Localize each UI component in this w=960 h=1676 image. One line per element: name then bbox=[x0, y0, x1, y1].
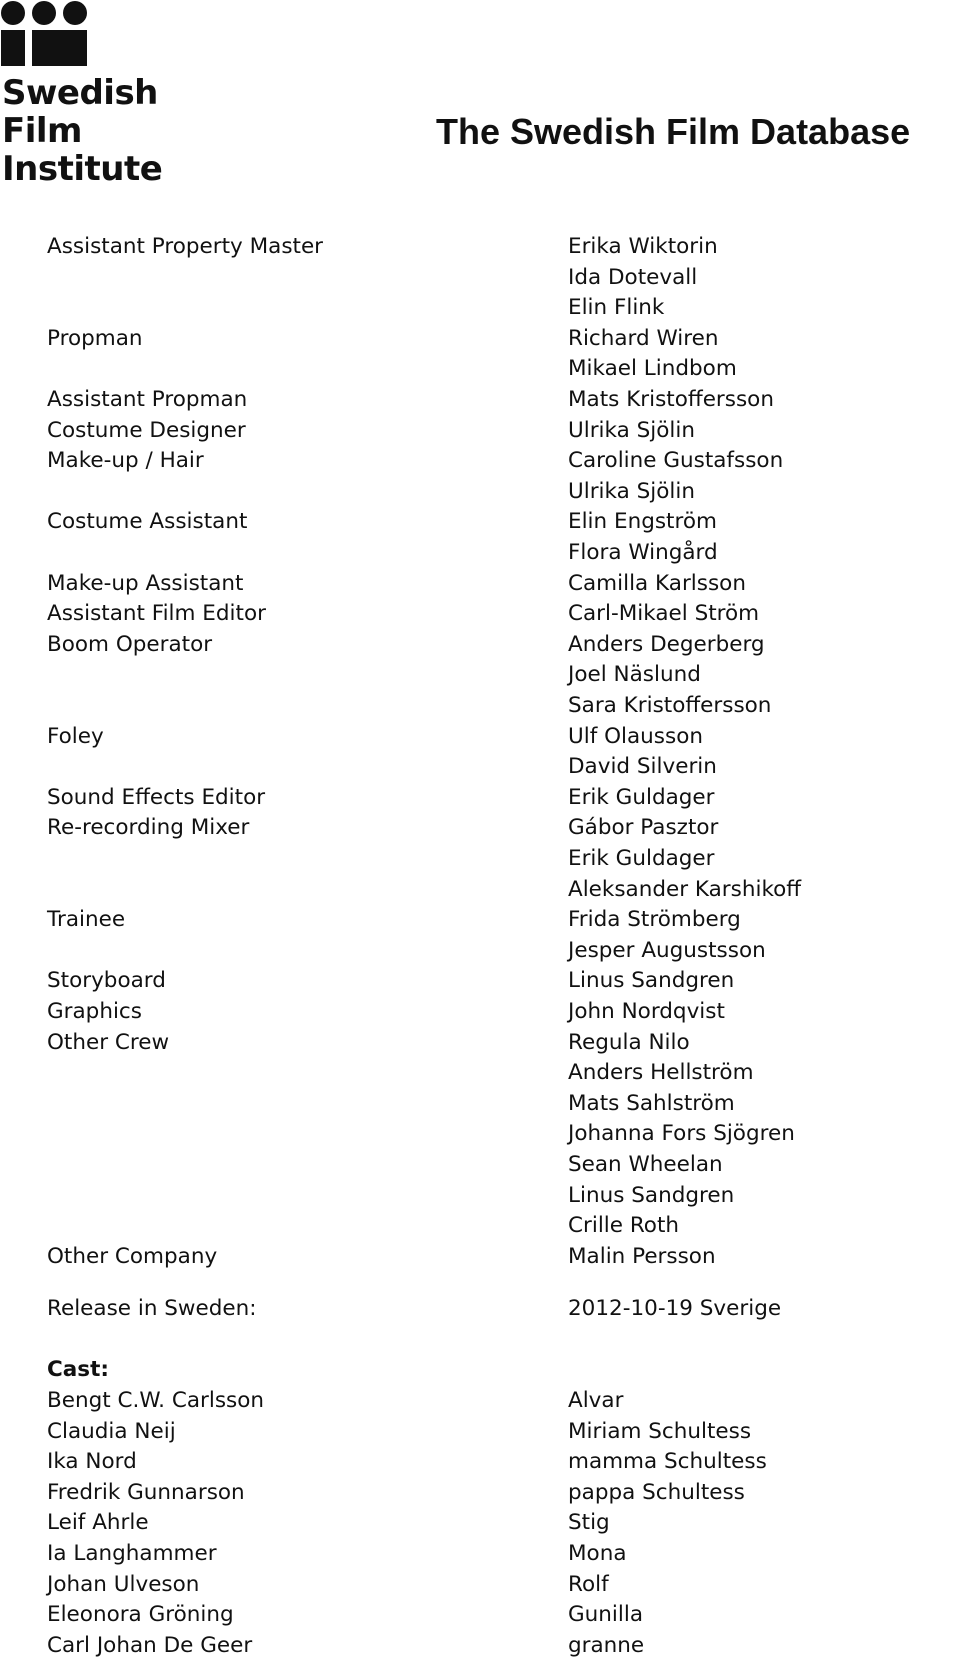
crew-member-name: Anders Hellström bbox=[568, 1060, 754, 1086]
cast-role-name: Stig bbox=[568, 1510, 610, 1536]
cast-role-name: Mona bbox=[568, 1541, 627, 1566]
crew-member-name: Sara Kristoffersson bbox=[568, 693, 772, 718]
crew-member-name: Erika Wiktorin bbox=[568, 234, 718, 259]
cast-role-name: Rolf bbox=[568, 1571, 609, 1597]
crew-member-name: Jesper Augustsson bbox=[568, 937, 766, 963]
crew-member-name: Linus Sandgren bbox=[568, 1182, 735, 1208]
cast-role-name: pappa Schultess bbox=[568, 1479, 745, 1505]
crew-member-name: John Nordqvist bbox=[568, 999, 725, 1024]
cast-actor-name: Claudia Neij bbox=[47, 1418, 176, 1444]
crew-member-name: Linus Sandgren bbox=[568, 968, 735, 994]
cast-heading: Cast: bbox=[47, 1357, 109, 1382]
crew-member-name: Crille Roth bbox=[568, 1213, 680, 1239]
crew-member-name: Mats Sahlström bbox=[568, 1090, 735, 1116]
logo-mark-icon bbox=[0, 0, 100, 75]
crew-member-name: Johanna Fors Sjögren bbox=[568, 1121, 795, 1147]
crew-member-name: Sean Wheelan bbox=[568, 1152, 723, 1177]
crew-member-name: Erik Guldager bbox=[568, 784, 715, 810]
swedish-film-institute-logo bbox=[0, 0, 240, 189]
page-title: The Swedish Film Database bbox=[436, 111, 911, 152]
cast-role-name: Gunilla bbox=[568, 1602, 644, 1628]
crew-member-name: Ulf Olausson bbox=[568, 723, 703, 749]
crew-role-label: Propman bbox=[47, 325, 143, 351]
crew-member-name: Ulrika Sjölin bbox=[568, 417, 695, 443]
cast-actor-name: Ika Nord bbox=[47, 1449, 137, 1475]
crew-member-name: Erik Guldager bbox=[568, 846, 715, 871]
crew-role-label: Foley bbox=[47, 723, 104, 749]
crew-role-label: Assistant Propman bbox=[47, 387, 248, 412]
crew-member-name: Ulrika Sjölin bbox=[568, 478, 695, 504]
cast-actor-name: Carl Johan De Geer bbox=[47, 1632, 253, 1658]
crew-member-name: Flora Wingård bbox=[568, 540, 718, 565]
crew-role-label: Trainee bbox=[47, 907, 126, 933]
crew-role-label: Boom Operator bbox=[47, 631, 213, 657]
release-value: 2012-10-19 Sverige bbox=[568, 1296, 782, 1321]
crew-role-label: Graphics bbox=[47, 999, 142, 1024]
cast-actor-name: Bengt C.W. Carlsson bbox=[47, 1388, 265, 1413]
crew-role-label: Other Crew bbox=[47, 1029, 170, 1055]
cast-role-name: granne bbox=[568, 1632, 645, 1658]
release-label: Release in Sweden: bbox=[47, 1296, 257, 1321]
crew-member-name: Mikael Lindbom bbox=[568, 356, 737, 382]
crew-role-label: Costume Assistant bbox=[47, 509, 248, 535]
crew-member-name: Camilla Karlsson bbox=[568, 570, 746, 596]
crew-member-name: David Silverin bbox=[568, 754, 717, 780]
crew-member-name: Frida Strömberg bbox=[568, 907, 741, 933]
crew-member-name: Elin Engström bbox=[568, 509, 717, 535]
crew-member-name: Anders Degerberg bbox=[568, 631, 765, 657]
crew-role-label: Make-up / Hair bbox=[47, 448, 204, 474]
crew-member-name: Carl-Mikael Ström bbox=[568, 601, 760, 627]
crew-member-name: Gábor Pasztor bbox=[568, 815, 719, 841]
crew-member-name: Richard Wiren bbox=[568, 325, 719, 351]
cast-actor-name: Fredrik Gunnarson bbox=[47, 1479, 245, 1505]
crew-role-label: Assistant Property Master bbox=[47, 234, 324, 259]
cast-role-name: Alvar bbox=[568, 1388, 624, 1413]
crew-member-name: Ida Dotevall bbox=[568, 264, 698, 290]
crew-role-label: Make-up Assistant bbox=[47, 570, 244, 596]
crew-member-name: Regula Nilo bbox=[568, 1029, 690, 1055]
cast-actor-name: Johan Ulveson bbox=[47, 1571, 200, 1597]
crew-role-label: Assistant Film Editor bbox=[47, 601, 266, 627]
cast-actor-name: Leif Ahrle bbox=[47, 1510, 149, 1536]
crew-member-name: Mats Kristoffersson bbox=[568, 387, 774, 412]
crew-role-label: Sound Effects Editor bbox=[47, 784, 266, 810]
cast-actor-name: Eleonora Gröning bbox=[47, 1602, 234, 1628]
crew-member-name: Joel Näslund bbox=[568, 662, 701, 688]
cast-role-name: mamma Schultess bbox=[568, 1449, 767, 1475]
crew-member-name: Aleksander Karshikoff bbox=[568, 876, 802, 902]
logo-wordmark-line2: Film Institute bbox=[2, 111, 163, 189]
cast-actor-name: Ia Langhammer bbox=[47, 1541, 217, 1566]
crew-member-name: Malin Persson bbox=[568, 1243, 716, 1269]
crew-role-label: Re-recording Mixer bbox=[47, 815, 250, 841]
crew-member-name: Elin Flink bbox=[568, 295, 665, 321]
crew-role-label: Storyboard bbox=[47, 968, 166, 994]
logo-wordmark-line1: Swedish bbox=[2, 73, 158, 113]
crew-member-name: Caroline Gustafsson bbox=[568, 448, 784, 474]
cast-role-name: Miriam Schultess bbox=[568, 1418, 752, 1444]
crew-role-label: Other Company bbox=[47, 1243, 218, 1269]
crew-role-label: Costume Designer bbox=[47, 417, 246, 443]
